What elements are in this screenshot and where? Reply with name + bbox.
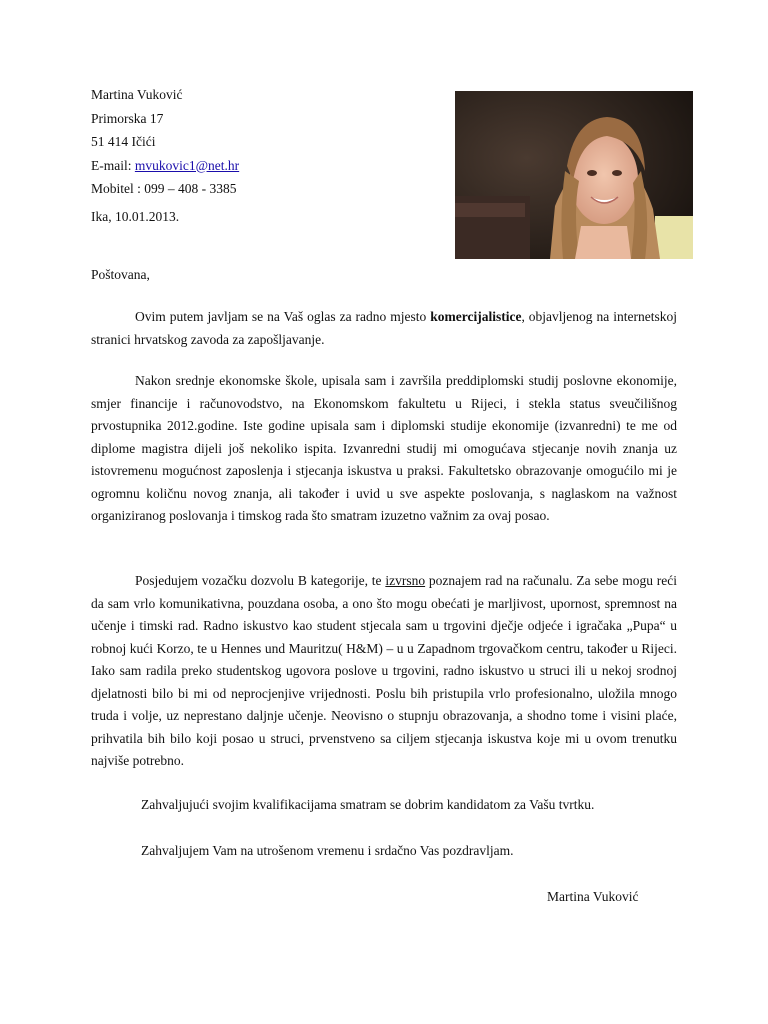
portrait-photo-icon [455,91,693,259]
place-date: Ika, 10.01.2013. [91,208,180,224]
sender-address-block [91,85,239,230]
paragraph-intro [91,306,677,351]
salutation: Poštovana, [91,267,150,282]
experience-text-end: poznajem rad na računalu. Za sebe mogu reći da sam vrlo komunikativna, pouzdana osoba, a ono što mogu obećati je marljivost, upornost, spremnost na učenje i timski rad. Radno iskustvo kao student stjecala sam u trgovini dječje odjeće i igračaka „Pupa“ u robnoj kući Korzo, te u Hennes und Mauritzu( H&M) – u u Zapadnom trgovačkom centru, također u Rijeci. Iako sam radila preko studentskog ugovora poslove u trgovini, radno iskustvo u struci ili u nekoj srodnoj djelatnosti bilo bi mi od neprocjenjive vrijednosti. Poslu bih pristupila vrlo profesionalno, uložila mnogo truda i volje, uz neprestano daljnje učenje. Neovisno o stupnju obrazovanja, a shodno tome i visini plaće, prihvatila bih bilo koji posao u struci, prvenstveno sa ciljem stjecanja iskustva koje mi u ovom trenutku najviše potrebno. [91,573,678,768]
experience-text-start: Posjedujem vozačku dozvolu B kategorije, te [135,573,386,588]
underlined-word: izvrsno [385,573,426,588]
closing-line-thanks: Zahvaljujem Vam na utrošenom vremenu i srdačno Vas pozdravljam. [141,843,514,858]
intro-text-start: Ovim putem javljam se na Vaš oglas za radno mjesto [135,309,431,324]
paragraph-experience [91,570,677,773]
paragraph-education: Nakon srednje ekonomske škole, upisala sam i završila preddiplomski studij poslovne ekonomije, smjer financije i računovodstvo, na Ekonomskom fakultetu u Rijeci, i stekla status sveučilišnog prvostupnika 2012.godine. Iste godine upisala sam i diplomski studije ekonomije (izvanredni) te me od diplome magistra dijeli još nekoliko ispita. Izvanredni studij mi omogućava stjecanje novih znanja uz istovremenu mogućnost zaposlenja i stjecanja iskustva u praksi. Fakultetsko obrazovanje omogućilo mi je ogromnu količnu novog znanja, ali također i uvid u sve aspekte poslovanja, s naglaskom na važnost organiziranog poslovanja i timskog rada što smatram izuzetno važnim za ovaj posao. [91,373,677,523]
closing-line-qualifications: Zahvaljujući svojim kvalifikacijama smatram se dobrim kandidatom za Vašu tvrtku. [141,797,595,812]
email-label: E-mail: [91,157,135,173]
sender-name: Martina Vuković [91,87,183,102]
sender-street: Primorska 17 [91,110,164,126]
email-link[interactable]: mvukovic1@net.hr [134,157,240,173]
sender-email-line [91,156,239,180]
portrait-photo [455,91,693,259]
signature: Martina Vuković [547,889,639,904]
sender-city: 51 414 Ičići [91,134,156,149]
sender-phone: Mobitel : 099 – 408 - 3385 [91,181,237,196]
intro-text-end: , objavljenog na internetskoj stranici hrvatskog zavoda za zapošljavanje. [91,309,677,347]
job-title: komercijalistice [430,309,522,324]
